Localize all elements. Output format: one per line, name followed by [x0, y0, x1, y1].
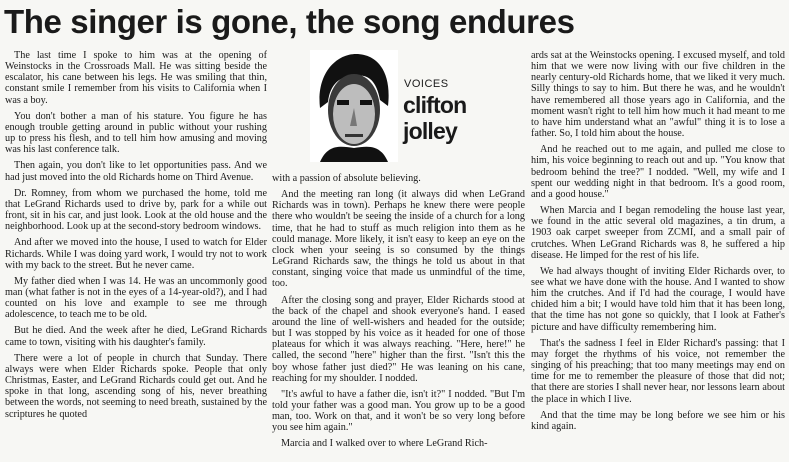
paragraph: But he died. And the week after he died, LeGrand Richards came to town, visiting with his daughter's family.: [5, 325, 267, 348]
paragraph: Marcia and I walked over to where LeGrand Rich-: [281, 438, 488, 450]
paragraph: "It's awful to have a father die, isn't it?" I nodded. "But I'm told your father was a good man. You grow up to be a good man, too. Work on that, and it won't be so very long before you see him again.": [272, 388, 525, 434]
article-column-2: [272, 173, 525, 461]
paragraph: We had always thought of inviting Elder Richards over, to see what we have done with the house. And I wanted to show him the crutches. And if I'd had the courage, I would have chided him a bit; I would have told him that it has been long, that the time has not gone so quickly, that I look at Father's picture and have difficulty remembering him.: [531, 265, 785, 333]
paragraph: with a passion of absolute believing.: [272, 173, 421, 184]
paragraph: You don't bother a man of his stature. You figure he has enough trouble getting around in public without your rushing up to press his flesh, and to tell him how amusing and moving was his last conference talk.: [5, 110, 267, 156]
paragraph: ards sat at the Weinstocks opening. I excused myself, and told him that we were now living with our five children in the nearly century-old Richards home, that we liked it very much. Silly things to say to him. But there he was, and he wouldn't have remembered all those years ago in California, and the moment wasn't right to tell him how much it had meant to me to have him understand what an "awful" thing it is to lose a father. So, I told him about the house.: [531, 50, 785, 140]
byline-box: [272, 50, 525, 168]
author-last-name: jolley: [403, 118, 458, 144]
paragraph: When Marcia and I began remodeling the house last year, we found in the attic several old magazines, a tin drum, a 1903 oak carpet sweeper from ZCMI, and a small pair of crutches. When LeGrand Richards was 8, he suffered a hip disease. He limped for the rest of his life.: [531, 205, 785, 261]
paragraph: Dr. Romney, from whom we purchased the home, told me that LeGrand Richards used to drive by, park for a while out front, sit in his car, and just look. Look at the old house and the neighborhood. Look up at the second-story bedroom windows.: [5, 187, 267, 233]
paragraph: The last time I spoke to him was at the opening of Weinstocks in the Crossroads Mall. He was sitting beside the escalator, his cane between his legs. He was smiling that thin, constant smile I remember from his visits to California when I was a boy.: [5, 50, 267, 106]
author-first-name: clifton: [403, 92, 467, 118]
author-photo: [310, 50, 398, 162]
paragraph: My father died when I was 14. He was an uncommonly good man (what father is not in the eyes of a 14-year-old?), and I had counted on his love and example to see me through adolescence, to teach me to be old.: [5, 275, 267, 321]
paragraph: There were a lot of people in church that Sunday. There always were when Elder Richards spoke. People that only Christmas, Easter, and LeGrand Richards could get out. And he spoke in that long, ascending song of his, never breathing between the words, not seeming to need breath, sustained by the scriptures he quoted: [5, 352, 267, 420]
article-column-3: [531, 50, 785, 460]
article-column-1: [5, 50, 267, 460]
paragraph: And that the time may be long before we see him or his kind again.: [531, 409, 785, 432]
paragraph: And he reached out to me again, and pulled me close to him, his voice beginning to reach out and up. "You know that bedroom behind the tree?" I nodded. "Well, my wife and I spent our wedding night in that bedroom. It's a good room, and a good house.": [531, 144, 785, 200]
headline: The singer is gone, the song endures: [4, 3, 575, 40]
paragraph: And after we moved into the house, I used to watch for Elder Richards. While I was doing yard work, I would try not to work with my back to the street. But he never came.: [5, 237, 267, 271]
paragraph: After the closing song and prayer, Elder Richards stood at the back of the chapel and shook everyone's hand. I eased around the line of well-wishers and headed for the outside; but I was stopped by his voice as it headed for one of those plateaus for which it was always reaching. "Here, here!" he called, the second "here" higher than the first. "Isn't this the boy whose father just died?" He was leaning on his cane, reaching for my shoulder. I nodded.: [272, 294, 525, 384]
paragraph: That's the sadness I feel in Elder Richard's passing: that I may forget the rhythms of his voice, not remember the singing of his preaching; that too many meetings may end on time for me to remember the pleasure of those that did not; that there are stories I shall never hear, nor lessons learn about the place in which I live.: [531, 337, 785, 405]
paragraph: And the meeting ran long (it always did when LeGrand Richards was in town). Perhaps he knew there were people there who wouldn't be seeing the inside of a church for a long time, that he had to stuff as much religion into them as he could manage. More likely, it isn't easy to keep an eye on the clock when your seeing is so consumed by the things LeGrand Richards saw, the things he told us about in that constant, singing voice that made us unmindful of the time, too.: [272, 189, 525, 290]
section-label: VOICES: [404, 78, 449, 90]
paragraph: Then again, you don't like to let opportunities pass. And we had just moved into the old Richards home on Third Avenue.: [5, 160, 267, 183]
